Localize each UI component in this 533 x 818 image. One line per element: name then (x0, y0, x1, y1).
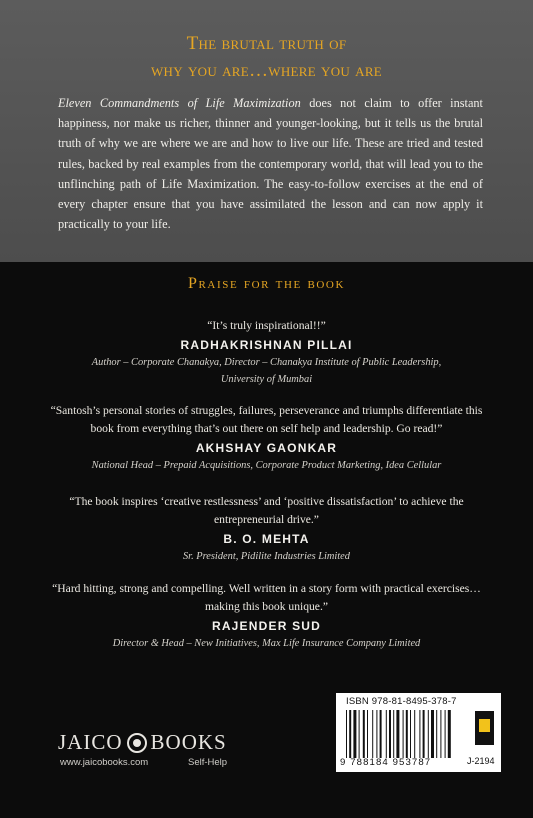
testimonial-author: RAJENDER SUD (211, 619, 322, 633)
book-category: Self-Help (188, 757, 228, 768)
testimonial-quote: “Hard hitting, strong and compelling. Well written in a story form with practical exercises…making this book unique.” (52, 582, 481, 613)
headline-line-1: The brutal truth of (186, 33, 347, 54)
isbn-number: ISBN 978-81-8495-378-7 (346, 696, 457, 707)
headline (0, 30, 533, 84)
testimonial-author: B. O. MEHTA (223, 532, 310, 546)
logo-word-right: BOOKS (150, 730, 227, 754)
logo-word-left: JAICO (58, 730, 123, 754)
testimonial-role: Sr. President, Pidilite Industries Limited (182, 551, 350, 562)
testimonial-quote: “Santosh’s personal stories of struggles, failures, perseverance and triumphs differentiate this book from everything that’s out there on self help and leadership. Go read!” (50, 404, 483, 435)
testimonial-author: RADHAKRISHNAN PILLAI (180, 338, 353, 352)
testimonial-author: AKHSHAY GAONKAR (195, 441, 338, 455)
blurb-body: does not claim to offer instant happiness, nor make us richer, thinner and younger-looking, but it tells us the brutal truth of why we are where we are and how to live our life. These are tried and tested rules, backed by real examples from the contemporary world, that will lead you to the unflinching path of Life Maximization. The easy-to-follow exercises at the end of every chapter ensure that you have assimilated the lesson and can now apply it practically to your life. (58, 96, 483, 232)
headline-line-2: why you are…where you are (150, 60, 383, 81)
testimonial-role-continued: University of Mumbai (220, 374, 313, 385)
publisher-logo (58, 730, 238, 756)
publisher-website: www.jaicobooks.com (60, 757, 149, 768)
testimonial-quote: “It’s truly inspirational!!” (207, 319, 326, 332)
testimonial-quote: “The book inspires ‘creative restlessness’ and ‘positive dissatisfaction’ to achieve the entrepreneurial drive.” (69, 495, 464, 526)
barcode-digits: 9 788184 953787 (340, 757, 432, 768)
product-code: J-2194 (467, 756, 495, 766)
testimonial-4 (40, 580, 493, 652)
testimonial-2 (40, 402, 493, 474)
testimonial-3 (40, 493, 493, 565)
blurb-book-title: Eleven Commandments of Life Maximization (58, 96, 301, 110)
sun-emblem-icon (127, 733, 147, 753)
barcode-icon (346, 710, 466, 758)
blurb-panel (0, 0, 533, 262)
testimonial-1 (40, 317, 493, 388)
testimonial-role: National Head – Prepaid Acquisitions, Corporate Product Marketing, Idea Cellular (91, 460, 442, 471)
publisher-badge-icon (475, 711, 494, 745)
testimonial-role: Director & Head – New Initiatives, Max Life Insurance Company Limited (112, 638, 421, 649)
testimonial-role: Author – Corporate Chanakya, Director – Chanakya Institute of Public Leadership, (91, 357, 442, 368)
praise-heading: Praise for the book (187, 275, 346, 292)
blurb-text (58, 93, 483, 234)
barcode-panel (336, 693, 501, 772)
